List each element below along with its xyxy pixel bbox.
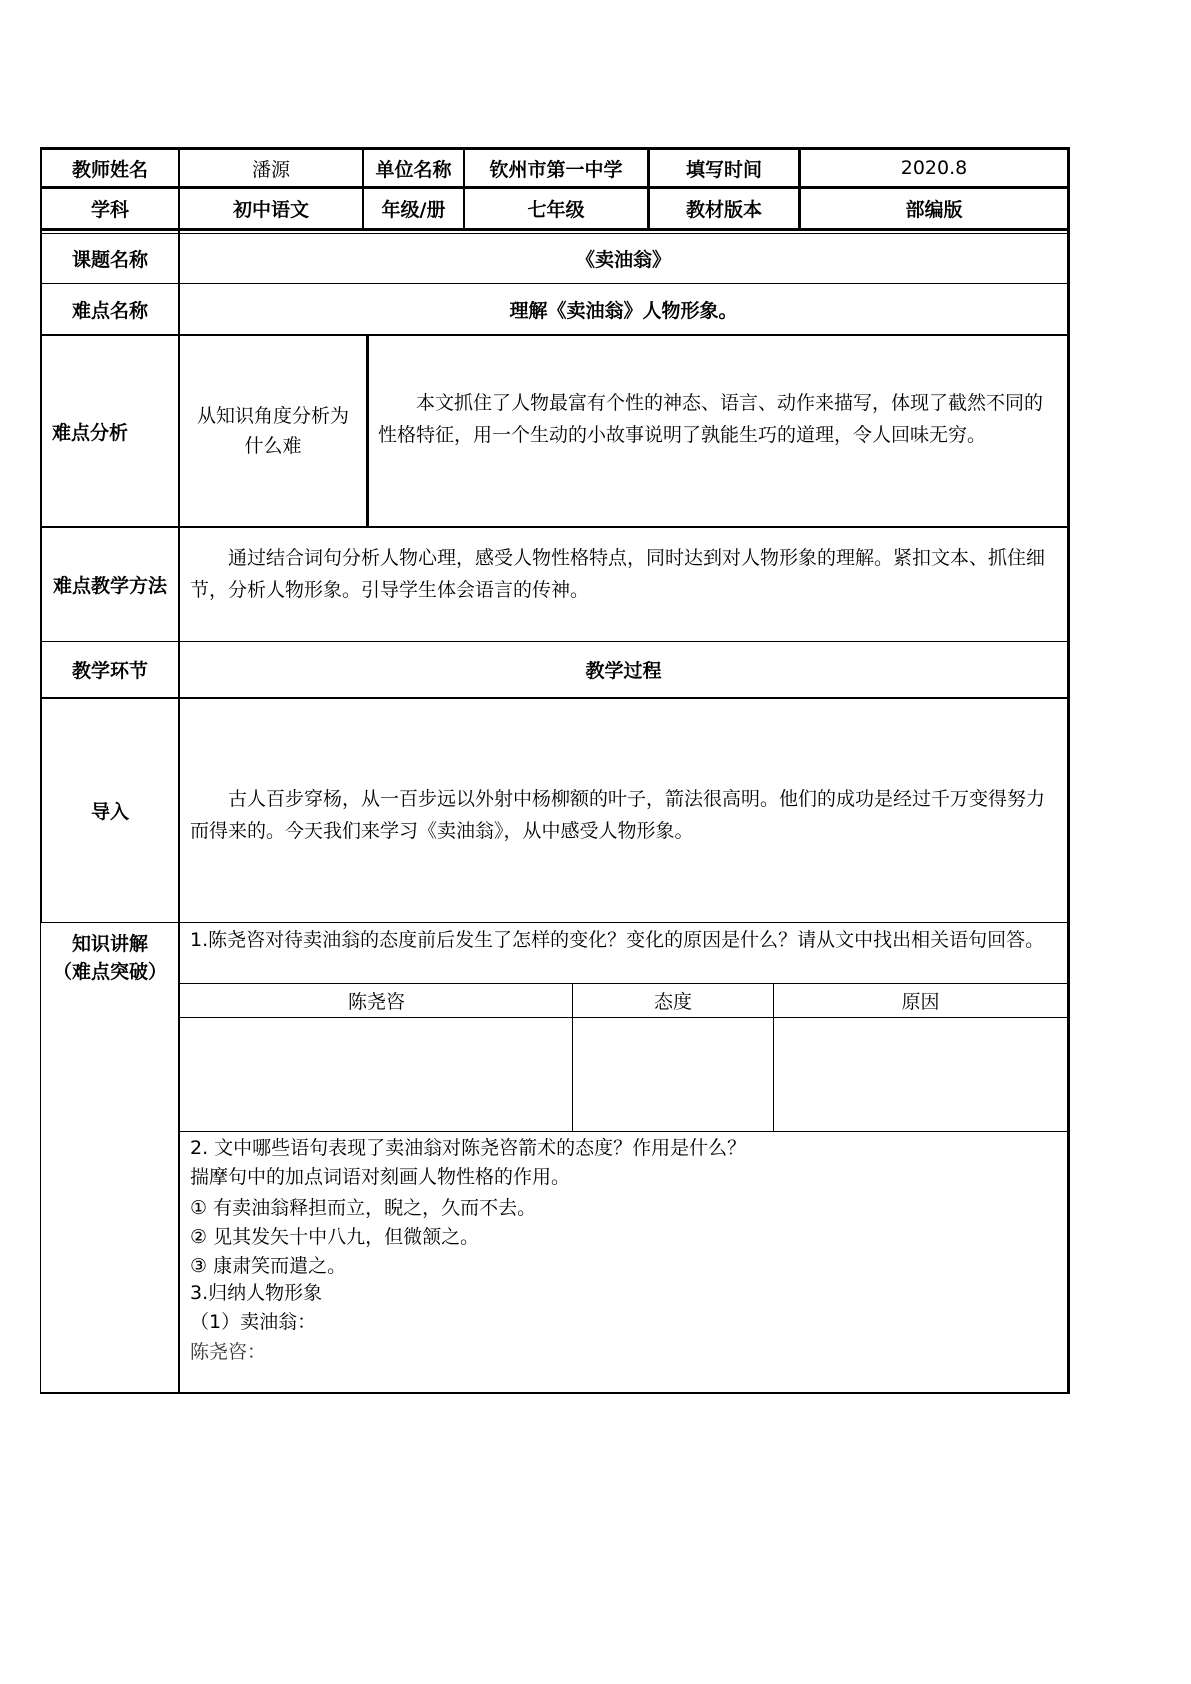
method-label: 难点教学方法 (52, 575, 167, 597)
topic-value: 《卖油翁》 (575, 249, 671, 271)
section-label: 教学环节 (71, 660, 148, 682)
difficulty-label: 难点名称 (71, 299, 148, 322)
question-1: 1.陈尧咨对待卖油翁的态度前后发生了怎样的变化？变化的原因是什么？请从文中找出相关语句回答。 (190, 929, 1045, 951)
question-3: 3.归纳人物形象 (190, 1282, 323, 1304)
difficulty-value: 理解《卖油翁》人物形象。 (509, 299, 738, 322)
unit-name-label: 单位名称 (375, 158, 452, 181)
method-text: 通过结合词句分析人物心理，感受人物性格特点，同时达到对人物形象的理解。紧扣文本、抓住细节，分析人物形象。引导学生体会语言的传神。 (190, 547, 1046, 601)
rule (1067, 147, 1070, 1394)
rule (178, 147, 180, 1394)
table-header-chen: 陈尧咨 (347, 991, 405, 1013)
rule (40, 228, 1070, 231)
grade-label: 年级/册 (381, 199, 446, 221)
analysis-label: 难点分析 (51, 421, 128, 444)
table-header-attitude: 态度 (653, 991, 692, 1013)
question-3-sub-1: （1）卖油翁： (190, 1311, 317, 1333)
edition-label: 教材版本 (685, 199, 762, 221)
teacher-name-label: 教师姓名 (71, 158, 148, 181)
question-2: 2. 文中哪些语句表现了卖油翁对陈尧咨箭术的态度？作用是什么？ (190, 1137, 747, 1159)
list-item: ① 有卖油翁释担而立，睨之，久而不去。 (190, 1197, 537, 1219)
unit-name-value: 钦州市第一中学 (489, 158, 623, 181)
fill-time-value: 2020.8 (900, 157, 968, 179)
list-item: ② 见其发矢十中八九，但微颔之。 (190, 1226, 480, 1248)
rule (180, 1131, 1070, 1132)
subject-value: 初中语文 (232, 199, 309, 221)
knowledge-sublabel: （难点突破） (52, 960, 167, 983)
table-header-reason: 原因 (901, 991, 940, 1013)
rule (40, 526, 1070, 528)
analysis-text: 本文抓住了人物最富有个性的神态、语言、动作来描写，体现了截然不同的性格特征，用一个生动的小故事说明了孰能生巧的道理，令人回味无穷。 (378, 392, 1044, 446)
grade-value: 七年级 (527, 199, 585, 221)
rule (180, 1017, 1070, 1018)
process-label: 教学过程 (585, 660, 662, 682)
topic-label: 课题名称 (71, 249, 148, 271)
rule (40, 922, 1070, 923)
rule (40, 923, 41, 1394)
list-item: ③ 康肃笑而遣之。 (190, 1255, 347, 1277)
question-3-sub-2: 陈尧咨： (190, 1341, 267, 1363)
fill-time-label: 填写时间 (685, 158, 762, 181)
question-2-note: 揣摩句中的加点词语对刻画人物性格的作用。 (190, 1166, 571, 1188)
knowledge-label: 知识讲解 (71, 932, 148, 955)
intro-text: 古人百步穿杨，从一百步远以外射中杨柳额的叶子，箭法很高明。他们的成功是经过千万变得努力而得来的。今天我们来学习《卖油翁》，从中感受人物形象。 (190, 788, 1046, 842)
analysis-sub-label: 从知识角度分析为什么难 (196, 405, 349, 457)
rule (366, 334, 369, 527)
edition-value: 部编版 (905, 199, 963, 221)
intro-label: 导入 (90, 801, 129, 823)
teacher-name-value: 潘源 (251, 158, 290, 181)
rule (40, 1392, 1070, 1394)
subject-label: 学科 (90, 199, 129, 221)
rule (40, 697, 1070, 699)
